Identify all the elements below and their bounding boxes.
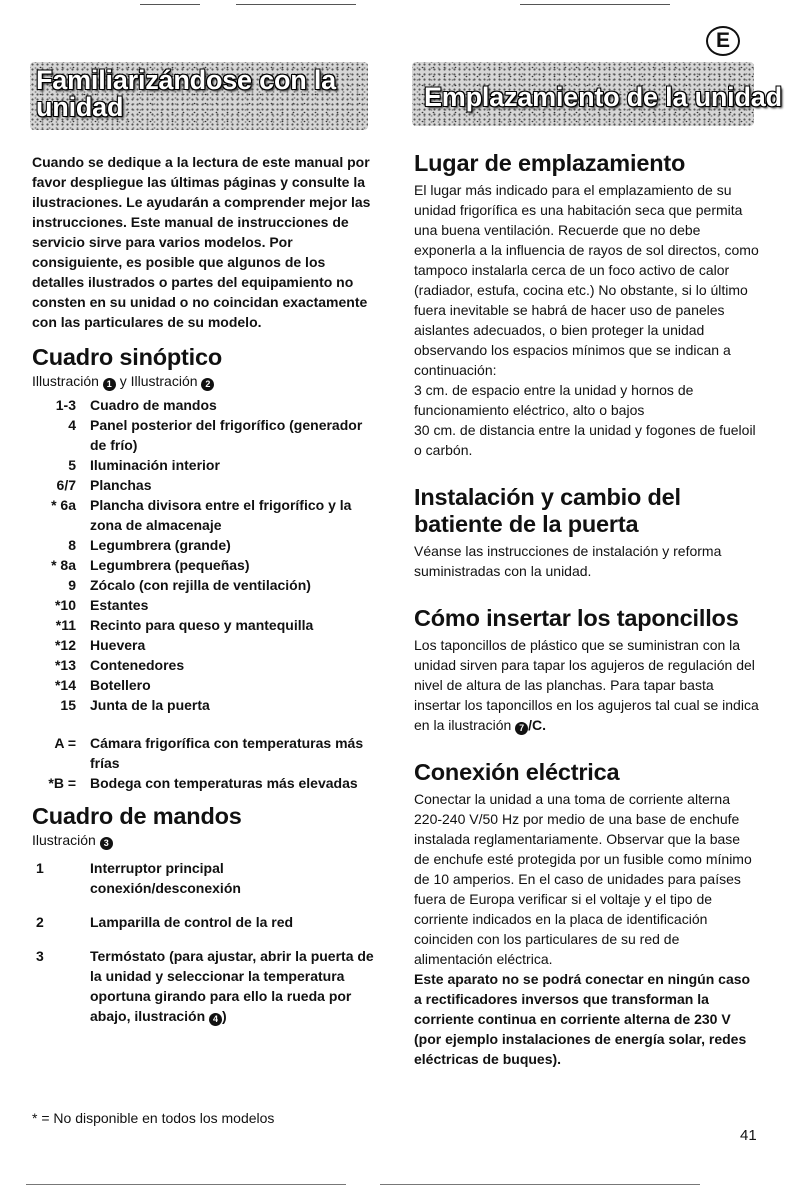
item-number: 15	[60, 697, 76, 713]
top-rule	[520, 4, 670, 5]
item-number: *10	[54, 597, 76, 613]
list-item	[32, 575, 377, 595]
item-text: Cámara frigorífica con temperaturas más frías	[90, 735, 364, 771]
item-number: 1-3	[55, 397, 76, 413]
controls-subtitle-text: Ilustración	[32, 832, 96, 848]
overview-subtitle-text: Illustración	[32, 373, 99, 389]
item-text: Estantes	[90, 597, 149, 613]
list-item	[32, 858, 377, 898]
right-column	[414, 150, 759, 1069]
plugs-text-tail: /C.	[528, 717, 547, 733]
item-number: * 8a	[51, 557, 76, 573]
item-text: Cuadro de mandos	[90, 397, 217, 413]
item-text: Legumbrera (grande)	[90, 537, 231, 553]
item-number: 3	[36, 948, 44, 964]
item-number: * 6a	[51, 497, 76, 513]
list-item	[32, 415, 377, 455]
item-number: *B =	[48, 775, 76, 791]
item-text	[90, 946, 377, 1026]
location-paragraph: 30 cm. de distancia entre la unidad y fogones de fueloil o carbón.	[414, 422, 756, 458]
list-item	[32, 912, 377, 932]
section-banner-left	[30, 62, 368, 130]
item-text: Zócalo (con rejilla de ventilación)	[90, 577, 311, 593]
item-text-tail: )	[222, 1008, 227, 1024]
item-number: 6/7	[56, 477, 76, 493]
top-rule	[236, 4, 356, 5]
item-text: Bodega con temperaturas más elevadas	[90, 775, 358, 791]
plugs-paragraph	[414, 635, 759, 735]
item-number: *11	[55, 617, 76, 633]
list-item	[32, 595, 377, 615]
controls-heading: Cuadro de mandos	[32, 803, 242, 829]
overview-subtitle	[32, 371, 377, 391]
banner-title: Emplazamiento de la unidad	[424, 82, 782, 112]
list-item	[32, 615, 377, 635]
item-text: Legumbrera (pequeñas)	[90, 557, 250, 573]
plugs-heading: Cómo insertar los taponcillos	[414, 605, 739, 631]
item-number: *14	[54, 677, 76, 693]
item-text: Planchas	[90, 477, 152, 493]
location-paragraph: El lugar más indicado para el emplazamiento de su unidad frigorífica es una habitación seca que permita una buena ventilación. Recuerde que no debe exponerla a la influencia de rayos de sol directos, como tampoco instalarla cerca de un foco activo de calor (radiador, estufa, cocina etc.) No obstante, si lo último fuera inevitable se habrá de hacer uso de paneles aislantes adecuados, o bien proteger la unidad observando los espacios mínimos que se indican a continuación:	[414, 182, 759, 378]
zones-list	[32, 733, 377, 793]
item-number: *12	[54, 637, 76, 653]
door-paragraph: Véanse las instrucciones de instalación y reforma suministradas con la unidad.	[414, 543, 722, 579]
item-text: Junta de la puerta	[90, 697, 210, 713]
item-number: 5	[68, 457, 76, 473]
item-number: 4	[68, 417, 76, 433]
list-item	[32, 733, 377, 773]
illustration-badge: 4	[209, 1013, 222, 1026]
page-number: 41	[740, 1127, 757, 1144]
item-text: Panel posterior del frigorífico (generador de frío)	[90, 417, 363, 453]
location-paragraph: 3 cm. de espacio entre la unidad y hornos de funcionamiento eléctrico, alto o bajos	[414, 382, 694, 418]
item-text: Interruptor principal conexión/desconexión	[90, 860, 241, 896]
list-item	[32, 395, 377, 415]
door-heading: Instalación y cambio del batiente de la puerta	[414, 484, 681, 537]
item-text: Plancha divisora entre el frigorífico y la zona de almacenaje	[90, 497, 352, 533]
list-item	[32, 555, 377, 575]
parts-list	[32, 395, 377, 715]
item-number: 2	[36, 914, 44, 930]
language-badge: E	[706, 26, 740, 56]
electric-heading: Conexión eléctrica	[414, 759, 620, 785]
bottom-rule	[380, 1184, 700, 1185]
illustration-badge: 1	[103, 378, 116, 391]
list-item	[32, 455, 377, 475]
list-item	[32, 695, 377, 715]
item-text: Botellero	[90, 677, 151, 693]
list-item	[32, 675, 377, 695]
intro-paragraph: Cuando se dedique a la lectura de este manual por favor despliegue las últimas páginas y consulte la ilustraciones. Le ayudarán a comprender mejor las instrucciones. Este manual de instrucciones de servicio sirve para varios modelos. Por consiguiente, es posible que algunos de los detalles ilustrados o partes del equipamiento no consten en su unidad o no coincidan exactamente con las particulares de su modelo.	[32, 154, 371, 330]
banner-title: Familiarizándose con la unidad	[36, 65, 336, 122]
electric-warning: Este aparato no se podrá conectar en ningún caso a rectificadores inversos que transforman la corriente continua en corriente alterna de 230 V (por ejemplo instalaciones de energía solar, redes eléctricas de buques).	[414, 971, 751, 1067]
item-number: 9	[68, 577, 76, 593]
top-rule	[140, 4, 200, 5]
controls-subtitle	[32, 830, 377, 850]
item-text: Contenedores	[90, 657, 185, 673]
item-number: 1	[36, 860, 44, 876]
item-text: Iluminación interior	[90, 457, 220, 473]
list-item	[32, 655, 377, 675]
item-text-body: Termóstato (para ajustar, abrir la puerta de la unidad y seleccionar la temperatura oportuna girando para ello la rueda por abajo, ilustración	[90, 948, 374, 1024]
illustration-badge: 2	[201, 378, 214, 391]
list-item	[32, 773, 377, 793]
item-number: A =	[54, 735, 76, 751]
left-column	[32, 152, 377, 1026]
overview-heading: Cuadro sinóptico	[32, 344, 223, 370]
illustration-badge: 7	[515, 722, 528, 735]
plugs-text: Los taponcillos de plástico que se suministran con la unidad sirven para tapar los agujeros de regulación del nivel de altura de las planchas. Para tapar basta insertar los taponcillos en los agujeros tal cual se indica en la ilustración	[414, 637, 759, 733]
item-text: Lamparilla de control de la red	[90, 914, 294, 930]
section-banner-right	[412, 62, 782, 126]
controls-list	[32, 858, 377, 1026]
item-text: Huevera	[90, 637, 146, 653]
list-item	[32, 475, 377, 495]
list-item	[32, 635, 377, 655]
list-item	[32, 495, 377, 535]
bottom-rule	[26, 1184, 346, 1185]
item-number: 8	[68, 537, 76, 553]
item-text: Recinto para queso y mantequilla	[90, 617, 314, 633]
footnote: * = No disponible en todos los modelos	[32, 1110, 275, 1126]
illustration-badge: 3	[100, 837, 113, 850]
overview-subtitle-text: y Illustración	[119, 373, 198, 389]
list-item	[32, 535, 377, 555]
electric-paragraph: Conectar la unidad a una toma de corriente alterna 220-240 V/50 Hz por medio de una base de enchufe instalada reglamentariamente. Observar que la base de enchufe esté protegida por un fusible como mínimo de 10 amperios. En el caso de unidades para países fuera de Europa verificar si el voltaje y el tipo de corriente indicados en la placa de identificación coinciden con los particulares de su red de alimentación eléctrica.	[414, 791, 752, 967]
list-item	[32, 946, 377, 1026]
location-heading: Lugar de emplazamiento	[414, 150, 686, 176]
item-number: *13	[54, 657, 76, 673]
